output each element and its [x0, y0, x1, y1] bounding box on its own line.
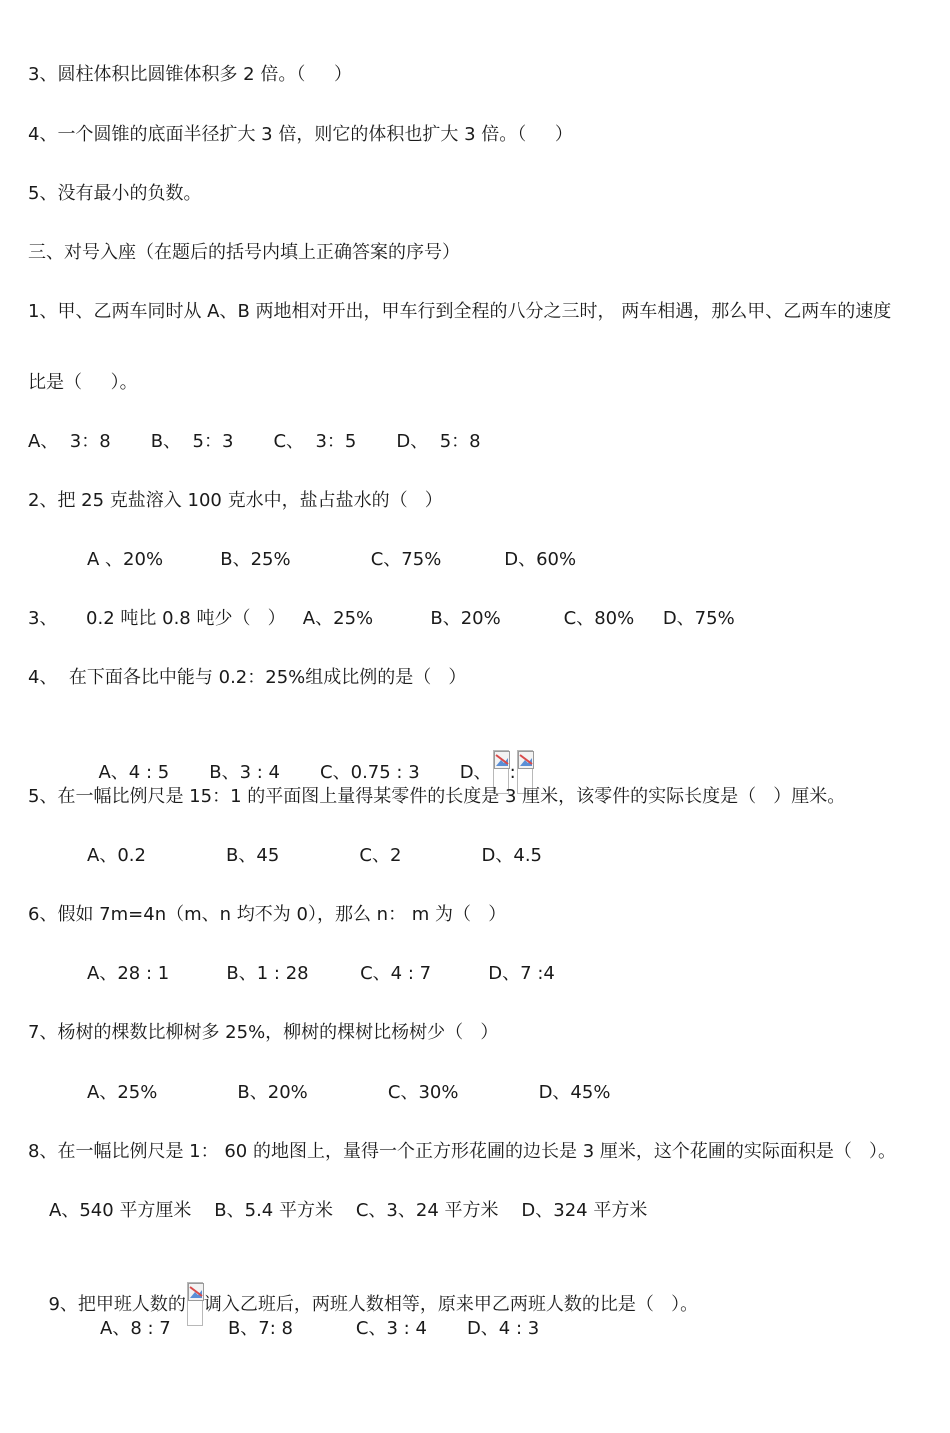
question-9-options: A、8 : 7 B、7: 8 C、3 : 4 D、4 : 3 — [100, 1318, 540, 1339]
question-2-options: A 、20% B、25% C、75% D、60% — [87, 549, 577, 570]
question-8-options: A、540 平方厘米 B、5.4 平方米 C、3、24 平方米 D、324 平方米 — [49, 1200, 648, 1221]
question-6-options: A、28 : 1 B、1 : 28 C、4 : 7 D、7 :4 — [87, 963, 555, 984]
question-7: 7、杨树的棵数比柳树多 25%，柳树的棵树比杨树少（ ） — [28, 1022, 499, 1043]
judgement-q3: 3、圆柱体积比圆锥体积多 2 倍。（ ） — [28, 64, 352, 85]
question-9-prefix: 9、把甲班人数的 — [48, 1294, 186, 1315]
question-4: 4、 在下面各比中能与 0.2：25%组成比例的是（ ） — [28, 667, 467, 688]
question-1-line-1: 1、甲、乙两车同时从 A、B 两地相对开出，甲车行到全程的八分之三时， 两车相遇，那么甲、乙两车的速度 — [28, 301, 892, 322]
question-8: 8、在一幅比例尺是 1： 60 的地图上，量得一个正方形花圃的边长是 3 厘米，这个花圃的实际面积是（ ）。 — [28, 1141, 897, 1162]
question-4-options-text: A、4 : 5 B、3 : 4 C、0.75 : 3 D、 — [98, 762, 492, 783]
question-1-line-2: 比是（ ）。 — [28, 372, 138, 393]
question-5-options: A、0.2 B、45 C、2 D、4.5 — [87, 845, 543, 866]
judgement-q5: 5、没有最小的负数。 — [28, 183, 202, 204]
section-title: 三、对号入座（在题后的括号内填上正确答案的序号） — [28, 242, 460, 263]
question-5: 5、在一幅比例尺是 15：1 的平面图上量得某零件的长度是 3 厘米，该零件的实际长度是（ ）厘米。 — [28, 786, 846, 807]
question-9 — [37, 1258, 699, 1315]
question-9-suffix: 调入乙班后，两班人数相等，原来甲乙两班人数的比是（ ）。 — [203, 1294, 699, 1315]
question-7-options: A、25% B、20% C、30% D、45% — [87, 1082, 611, 1103]
question-4-options — [87, 726, 534, 783]
question-1-options: A、 3：8 B、 5：3 C、 3：5 D、 5：8 — [28, 431, 481, 452]
question-3: 3、 0.2 吨比 0.8 吨少（ ） A、25% B、20% C、80% D、75% — [28, 608, 735, 629]
question-2: 2、把 25 克盐溶入 100 克水中，盐占盐水的（ ） — [28, 490, 443, 511]
question-4-colon: : — [509, 762, 516, 783]
question-6: 6、假如 7m=4n（m、n 均不为 0），那么 n： m 为（ ） — [28, 904, 507, 925]
judgement-q4: 4、一个圆锥的底面半径扩大 3 倍，则它的体积也扩大 3 倍。（ ） — [28, 124, 573, 145]
